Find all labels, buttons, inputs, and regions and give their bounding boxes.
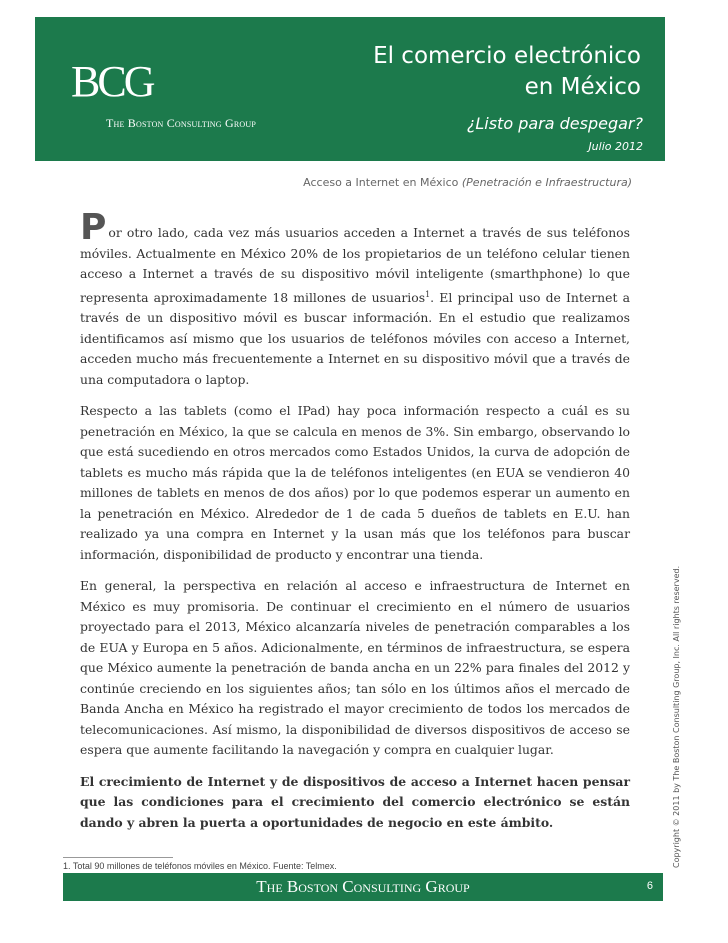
bcg-logo: BCG <box>71 57 153 106</box>
paragraph-4-conclusion: El crecimiento de Internet y de dispositivos de acceso a Internet hacen pensar que las condiciones para el crecimiento del comercio electrónico se están dando y abren la puerta a oportunidades de negocio en este ámbito. <box>80 773 630 830</box>
footnote-divider <box>63 857 173 858</box>
paragraph-3: En general, la perspectiva en relación al acceso e infraestructura de Internet en México es muy promisoria. De continuar el crecimiento en el número de usuarios proyectado para el 2013, México alcanzaría niveles de penetración comparables a los de EUA y Europa en 5 años. Adicionalmente, en términos de infraestructura, se espera que México aumente la penetración de banda ancha en un 22% para finales del 2012 y continúe creciendo en los siguientes años; tan sólo en los últimos años el mercado de Banda Ancha en México ha registrado el mayor crecimiento de todos los mercados de telecomunicaciones. Así mismo, la disponibilidad de diversos dispositivos de acceso se espera que aumente facilitando la navegación y compra en cualquier lugar. <box>80 578 630 758</box>
footnote-marker: 1 <box>425 289 431 299</box>
report-header <box>35 17 665 161</box>
paragraph-2: Respecto a las tablets (como el IPad) hay poca información respecto a cuál es su penetración en México, la que se calcula en menos de 3%. Sin embargo, observando lo que está sucediendo en otros mercados como Estados Unidos, la curva de adopción de tablets es mucho más rápida que la de teléfonos inteligentes (en EUA se vendieron 40 millones de tablets en menos de dos años) por lo que podemos esperar un aumento en la penetración en México. Alrededor de 1 de cada 5 dueños de tablets en E.U. han realizado ya una compra en Internet y la usan más que los teléfonos para buscar información, disponibilidad de producto y encontrar una tienda. <box>80 403 630 562</box>
paragraph-1-text: or otro lado, cada vez más usuarios acceden a Internet a través de sus teléfonos móviles. Actualmente en México 20% de los propietarios de un teléfono celular tienen acceso a Internet a través de su dispositivo móvil inteligente (smarthphone) lo que representa aproximadamente 18 millones de usuarios <box>80 225 630 305</box>
page-number: 6 <box>646 880 653 892</box>
section-heading <box>303 176 632 189</box>
paragraph-1 <box>80 207 630 390</box>
report-title-line2: en México <box>524 74 641 100</box>
bcg-logo-subtitle: The Boston Consulting Group <box>106 116 256 130</box>
report-date: Julio 2012 <box>588 140 643 153</box>
drop-cap: P <box>80 207 107 248</box>
section-heading-qualifier: (Penetración e Infraestructura) <box>461 176 632 189</box>
section-heading-label: Acceso a Internet en México <box>303 176 459 189</box>
page-footer <box>63 873 663 901</box>
report-subtitle: ¿Listo para despegar? <box>466 114 643 133</box>
report-title-line1: El comercio electrónico <box>373 43 641 69</box>
footnote: 1. Total 90 millones de teléfonos móviles en México. Fuente: Telmex. <box>63 861 337 871</box>
paragraph-1-text-rest: . El principal uso de Internet a través de un dispositivo móvil es buscar información. En el estudio que realizamos identificamos así mismo que los usuarios de teléfonos móviles con acceso a Internet, acceden mucho más frecuentemente a Internet en su dispositivo móvil que a través de una computadora o laptop. <box>80 289 630 387</box>
report-title <box>281 41 641 103</box>
footer-brand: The Boston Consulting Group <box>256 877 470 896</box>
copyright-notice: Copyright © 2011 by The Boston Consulting Group, Inc. All rights reserved. <box>672 565 681 868</box>
article-body <box>80 207 630 844</box>
